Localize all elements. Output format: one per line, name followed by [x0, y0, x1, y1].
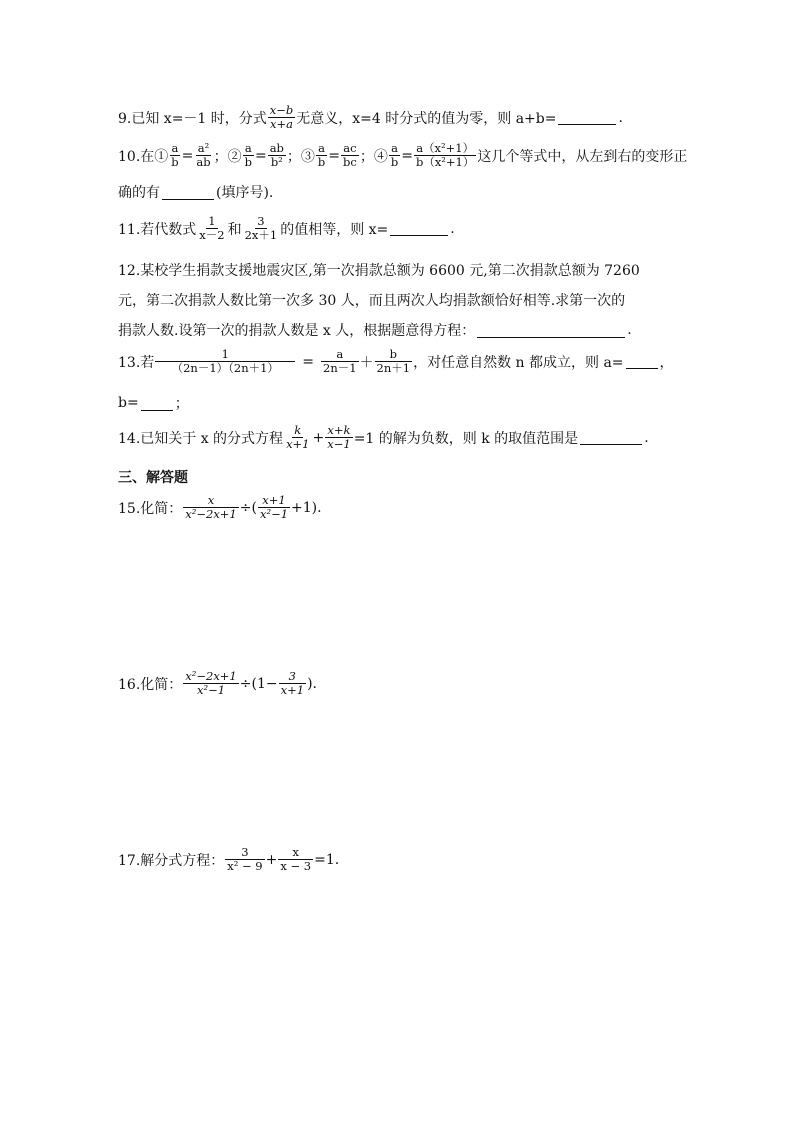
q15-f2 [258, 494, 290, 521]
q17-prefix: 17.解分式方程： [118, 852, 225, 869]
q9-end: . [618, 109, 623, 126]
q9-answer-blank[interactable] [558, 110, 616, 125]
q16-f2-den: x+1 [280, 683, 305, 697]
q10-f2b-num: ab [269, 141, 284, 155]
q9-num: x−b [269, 103, 294, 117]
q10-f1b [194, 142, 212, 169]
q15-f1 [183, 494, 239, 521]
q15-f1-den: x²−2x+1 [185, 507, 237, 521]
q12-line2: 元，第二次捐款人数比第一次多 30 人，而且两次人均捐款额恰好相等.求第一次的 [118, 293, 626, 309]
q10-f3b-num: ac [343, 141, 357, 155]
question-13-line2 [118, 393, 189, 413]
q9-suffix: 无意义，x=4 时分式的值为零，则 a+b= [296, 110, 557, 127]
q14-plus: + [312, 429, 325, 446]
q16-suffix: ). [307, 675, 317, 692]
q14-f1-den: x+1 [286, 437, 310, 451]
q11-f2-num: 3 [257, 214, 265, 228]
q14-f1 [284, 424, 311, 451]
q11-end: . [450, 220, 455, 237]
q17-f2-num: x [278, 846, 313, 860]
q17-f2 [278, 846, 313, 873]
question-14 [118, 424, 649, 451]
q14-suffix: =1 的解为负数，则 k 的取值范围是 [353, 430, 579, 447]
q12-end: . [627, 322, 632, 338]
q10-f2a-den: b [244, 155, 252, 169]
q14-end: . [644, 429, 649, 446]
q11-prefix: 11.若代数式 [118, 221, 197, 238]
q10-prefix: 10.在① [118, 148, 169, 165]
q13-f2-den: 2n－1 [323, 361, 357, 375]
q10-f4b-den: b（x²+1） [415, 155, 475, 169]
q10-f4b [414, 142, 476, 169]
question-12-line1 [118, 260, 640, 280]
question-12-line2 [118, 290, 625, 310]
q11-f2-den: 2x＋1 [244, 228, 278, 242]
q13-prefix: 13.若 [118, 354, 155, 371]
q14-answer-blank[interactable] [580, 430, 642, 445]
q10-f4a-den: b [390, 155, 399, 169]
q10-sep2: ；② [213, 148, 242, 165]
q11-f1-num: 1 [208, 214, 216, 228]
q10-f2b [268, 142, 286, 169]
q10-f3a-num: a [318, 141, 326, 155]
q16-f1-num: x²−2x+1 [185, 669, 237, 683]
question-17 [118, 846, 339, 873]
q10-f3b [341, 142, 359, 169]
q17-f2-den: x − 3 [280, 859, 312, 873]
q10-f3a [316, 142, 327, 169]
q10-f2a-num: a [244, 141, 252, 155]
q16-prefix: 16.化简： [118, 676, 183, 693]
q10-sep3: ；③ [286, 148, 315, 165]
q16-div: ÷(1− [239, 675, 278, 692]
q14-f2 [325, 424, 352, 451]
question-16 [118, 670, 317, 697]
q13-f3-den: 2n＋1 [376, 361, 411, 375]
q15-suffix: +1). [291, 499, 322, 516]
question-15 [118, 494, 322, 521]
q16-f1 [183, 670, 239, 697]
section-heading [118, 467, 188, 487]
q11-suffix: 的值相等，则 x= [280, 221, 389, 238]
q11-f2 [243, 215, 280, 242]
q11-answer-blank[interactable] [390, 221, 448, 236]
q13-b-blank[interactable] [141, 396, 173, 411]
question-10-line2 [118, 182, 273, 202]
q10-f1b-den: ab [196, 155, 211, 169]
question-13-line1 [118, 348, 674, 375]
q17-f1-den: x² − 9 [227, 859, 263, 873]
q15-prefix: 15.化简： [118, 500, 183, 517]
q13-comma: ， [659, 354, 674, 371]
q10-eq3: = [328, 147, 341, 164]
q13-eq: = [302, 353, 314, 370]
q15-f2-num: x+1 [258, 494, 290, 508]
question-10-line1 [118, 142, 687, 169]
q10-line2-suffix: (填序号). [216, 185, 274, 201]
question-11 [118, 215, 455, 242]
question-9 [118, 104, 623, 131]
q13-f3 [375, 348, 413, 375]
q10-f1a-num: a [171, 141, 179, 155]
q10-f3a-den: b [317, 155, 326, 169]
q13-f3-num: b [375, 348, 413, 362]
q13-line2-end: ； [174, 396, 189, 412]
q10-f1a-den: b [171, 155, 179, 169]
q12-line3-prefix: 捐款人数.设第一次的捐款人数是 x 人，根据题意得方程： [118, 323, 476, 339]
q15-f2-den: x²−1 [259, 507, 289, 521]
q10-f1b-num: a² [197, 141, 210, 155]
q10-f1a [169, 142, 180, 169]
q16-f1-den: x²−1 [196, 683, 226, 697]
q13-b-prefix: b= [118, 395, 139, 411]
q10-answer-blank[interactable] [162, 185, 214, 200]
q17-f1-num: 3 [225, 846, 264, 860]
q9-den: x+a [270, 117, 294, 131]
q10-f4b-num: a（x²+1） [416, 141, 475, 155]
q13-f1 [155, 348, 295, 375]
q10-f2a [243, 142, 254, 169]
q16-f2 [279, 670, 306, 697]
q10-line2-prefix: 确的有 [118, 185, 160, 201]
q13-f1-num: 1 [155, 348, 295, 362]
section-title: 三、解答题 [118, 470, 188, 486]
q14-f2-num: x+k [327, 423, 351, 437]
q13-f1-den: （2n－1）（2n＋1） [171, 361, 279, 375]
q17-suffix: =1. [314, 851, 340, 868]
q9-prefix: 9.已知 x=－1 时，分式 [118, 110, 267, 127]
q10-eq1: = [181, 147, 194, 164]
q15-f1-num: x [183, 494, 239, 508]
q9-fraction [268, 104, 295, 131]
q12-line1: 12.某校学生捐款支援地震灾区,第一次捐款总额为 6600 元,第二次捐款总额为 7260 [118, 263, 640, 279]
q14-f2-den: x−1 [327, 437, 351, 451]
q13-plus: ＋ [359, 354, 374, 371]
q10-f3b-den: bc [343, 155, 357, 169]
q13-f2 [321, 348, 359, 375]
q12-answer-blank[interactable] [477, 323, 625, 338]
q11-f1-den: x－2 [199, 228, 225, 242]
q14-prefix: 14.已知关于 x 的分式方程 [118, 430, 284, 447]
q17-f1 [225, 846, 264, 873]
q10-sep4: ；④ [359, 148, 388, 165]
q15-div: ÷( [239, 499, 257, 516]
q10-eq4: = [401, 147, 413, 164]
q10-f4a [389, 142, 400, 169]
q10-f4a-num: a [391, 141, 398, 155]
q11-f1 [197, 215, 226, 242]
q13-a-blank[interactable] [626, 354, 658, 369]
q10-eq2: = [254, 147, 267, 164]
q10-suffix: 这几个等式中，从左到右的变形正 [477, 148, 688, 165]
q10-f2b-den: b² [270, 155, 283, 169]
q16-f2-num: 3 [279, 670, 306, 684]
q14-f1-num: k [294, 423, 302, 437]
question-12-line3 [118, 320, 632, 340]
q11-mid: 和 [227, 221, 242, 238]
q13-suffix: ，对任意自然数 n 都成立，则 a= [413, 354, 624, 371]
q17-plus: + [265, 851, 278, 868]
q13-f2-num: a [321, 348, 359, 362]
